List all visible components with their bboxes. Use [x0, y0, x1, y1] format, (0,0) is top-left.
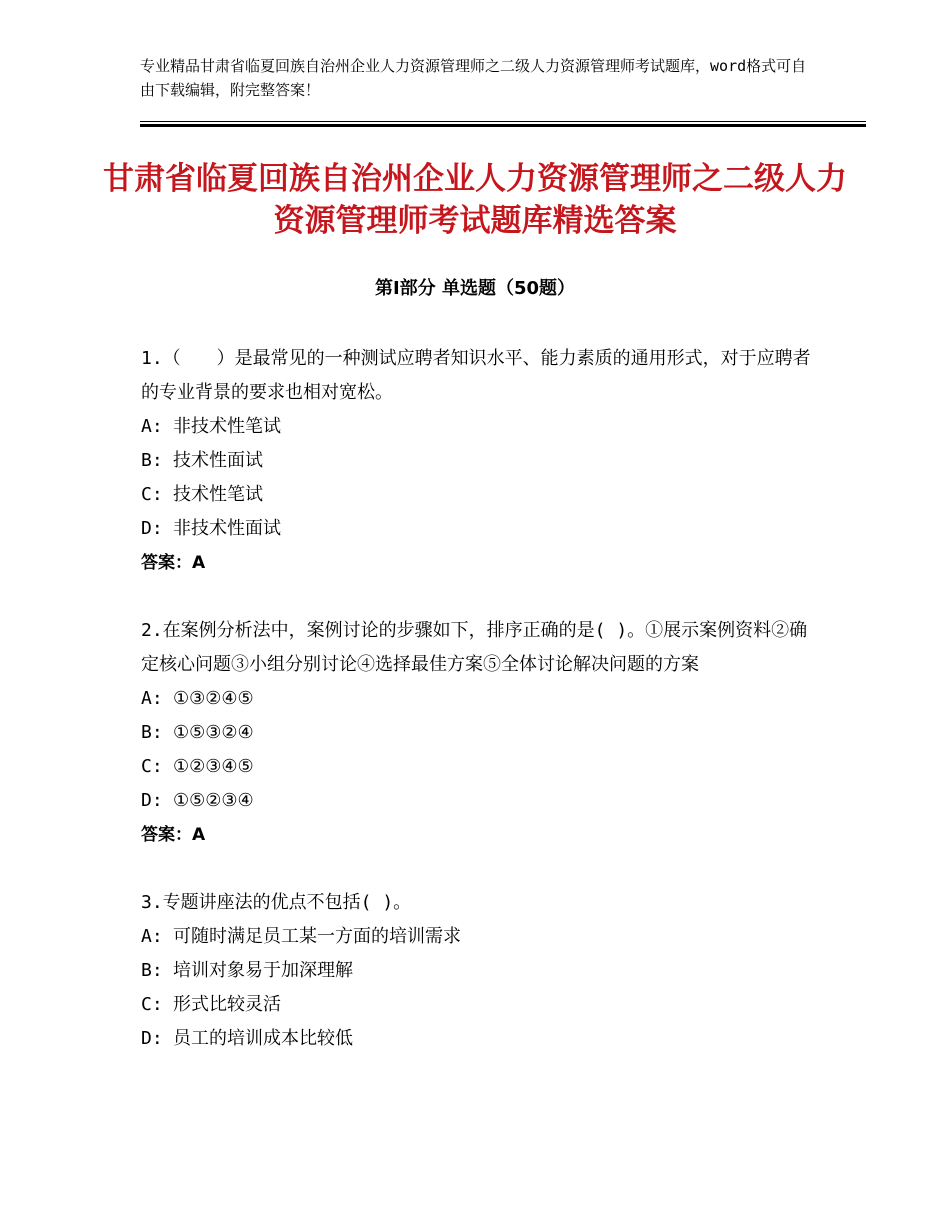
option-letter: B:	[141, 722, 163, 743]
answer-line: 答案：A	[141, 553, 206, 573]
question-stem: 1.（ ）是最常见的一种测试应聘者知识水平、能力素质的通用形式，对于应聘者的专业背景的要求也相对宽松。	[141, 348, 811, 403]
option-a	[141, 410, 821, 444]
option-text: ①⑤③②④	[173, 722, 254, 743]
option-b	[141, 954, 821, 988]
question-3	[141, 886, 821, 1056]
question-2	[141, 614, 821, 852]
option-b	[141, 716, 821, 750]
question-stem: 3.专题讲座法的优点不包括( )。	[141, 892, 412, 913]
option-letter: B:	[141, 960, 163, 981]
answer-line: 答案：A	[141, 825, 206, 845]
option-letter: C:	[141, 994, 163, 1015]
option-d	[141, 784, 821, 818]
option-c	[141, 478, 821, 512]
option-a	[141, 682, 821, 716]
document-title: 甘肃省临夏回族自治州企业人力资源管理师之二级人力资源管理师考试题库精选答案	[103, 161, 847, 239]
option-letter: D:	[141, 1028, 163, 1049]
option-text: 非技术性笔试	[173, 416, 281, 437]
option-text: 非技术性面试	[173, 518, 281, 539]
header-note: 专业精品甘肃省临夏回族自治州企业人力资源管理师之二级人力资源管理师考试题库，word格式可自由下载编辑，附完整答案！	[140, 57, 807, 99]
option-text: 培训对象易于加深理解	[173, 960, 353, 981]
option-text: ①③②④⑤	[173, 688, 254, 709]
option-c	[141, 750, 821, 784]
option-letter: B:	[141, 450, 163, 471]
option-letter: D:	[141, 790, 163, 811]
question-stem: 2.在案例分析法中，案例讨论的步骤如下，排序正确的是( )。①展示案例资料②确定核心问题③小组分别讨论④选择最佳方案⑤全体讨论解决问题的方案	[141, 620, 808, 675]
option-a	[141, 920, 821, 954]
option-d	[141, 1022, 821, 1056]
header-rule-top	[140, 121, 866, 122]
option-text: 员工的培训成本比较低	[173, 1028, 353, 1049]
option-letter: C:	[141, 484, 163, 505]
header-rule-bottom	[140, 124, 866, 127]
option-text: 形式比较灵活	[173, 994, 281, 1015]
option-text: 可随时满足员工某一方面的培训需求	[173, 926, 461, 947]
option-letter: A:	[141, 926, 163, 947]
option-text: 技术性面试	[173, 450, 263, 471]
option-c	[141, 988, 821, 1022]
option-letter: C:	[141, 756, 163, 777]
option-text: 技术性笔试	[173, 484, 263, 505]
question-list	[141, 342, 821, 1090]
option-letter: A:	[141, 416, 163, 437]
option-b	[141, 444, 821, 478]
option-text: ①⑤②③④	[173, 790, 254, 811]
option-text: ①②③④⑤	[173, 756, 254, 777]
section-title: 第Ⅰ部分 单选题（50题）	[374, 278, 575, 299]
option-letter: A:	[141, 688, 163, 709]
option-letter: D:	[141, 518, 163, 539]
question-1	[141, 342, 821, 580]
option-d	[141, 512, 821, 546]
